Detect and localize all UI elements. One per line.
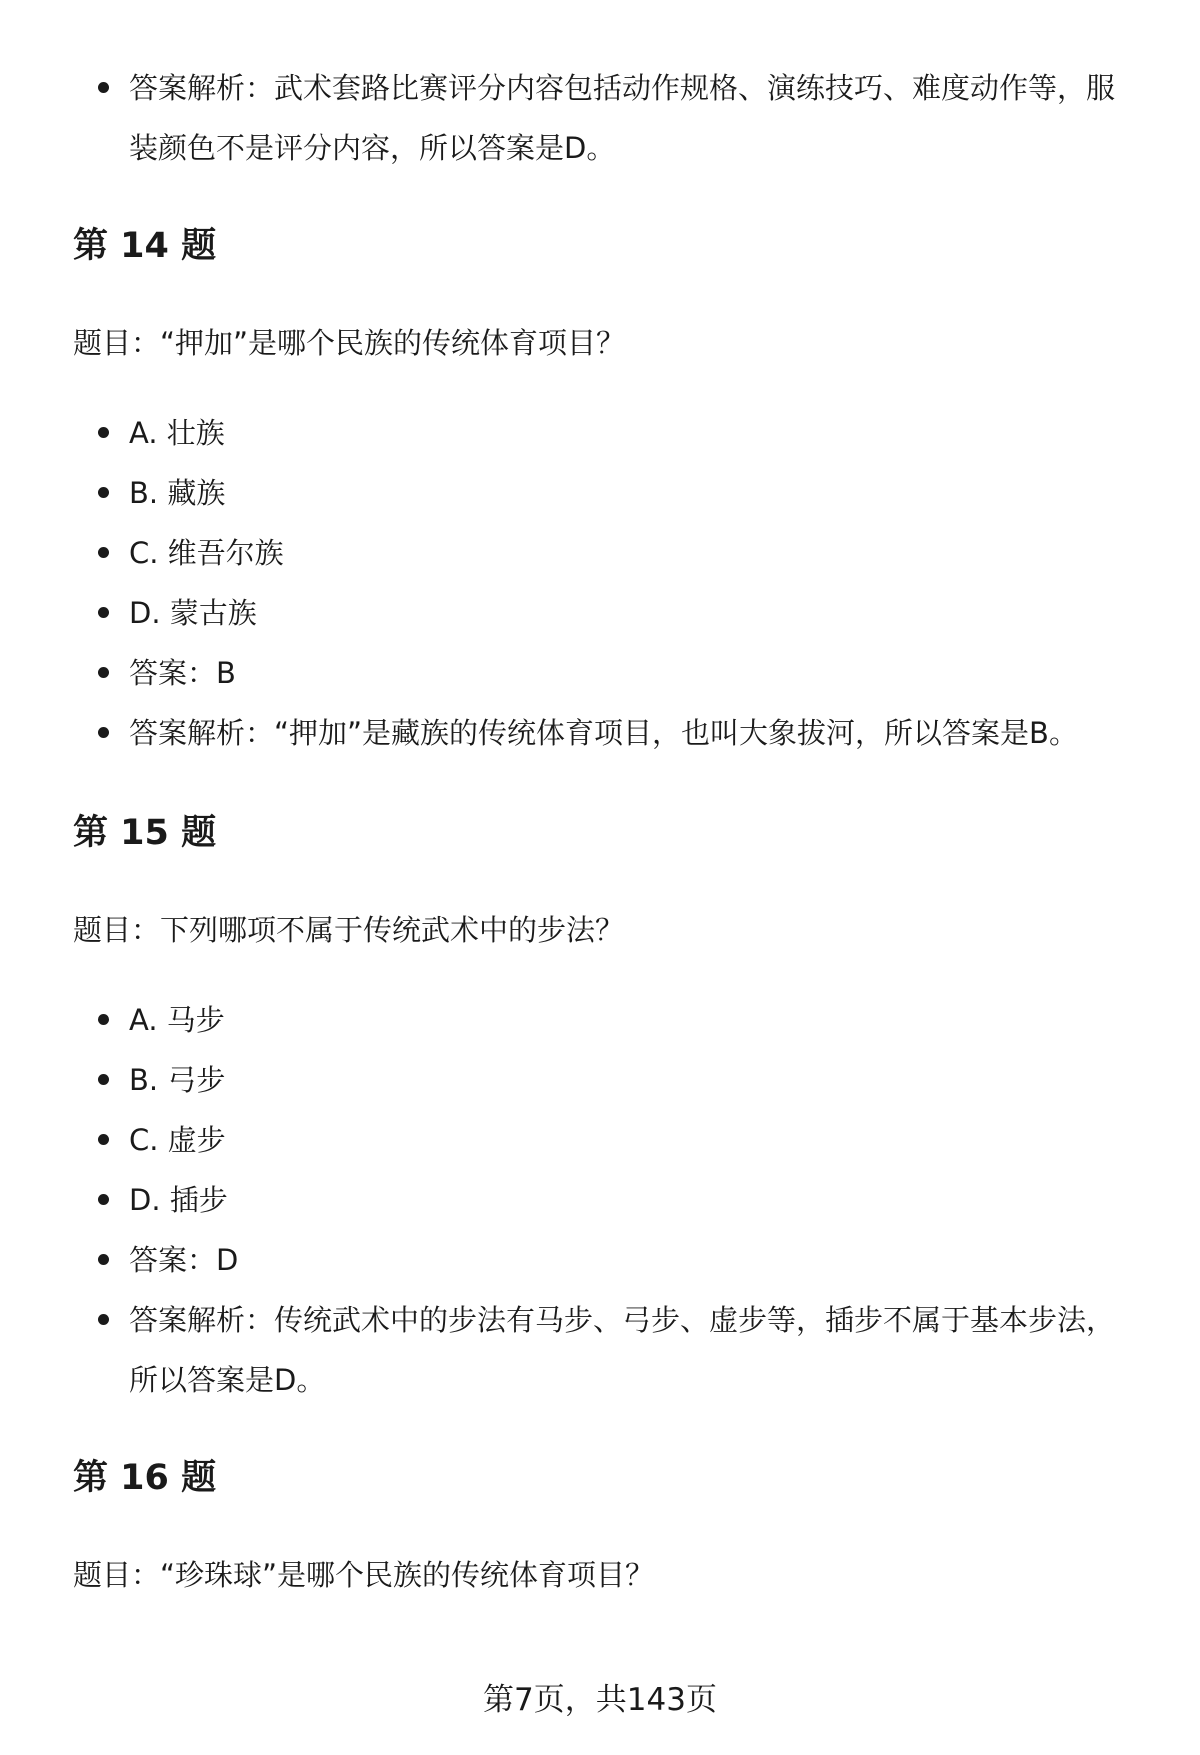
q14-option-d: D. 蒙古族 (73, 583, 1140, 643)
q13-continuation (73, 58, 1140, 178)
q15-answer: 答案：D (73, 1230, 1140, 1290)
q15-option-b: B. 弓步 (73, 1050, 1140, 1110)
q14-question: 题目：“押加”是哪个民族的传统体育项目？ (73, 326, 626, 360)
q15-option-c: C. 虚步 (73, 1110, 1140, 1170)
q15-explanation: 答案解析：传统武术中的步法有马步、弓步、虚步等，插步不属于基本步法，所以答案是D。 (73, 1290, 1140, 1410)
q14-list (73, 403, 1140, 763)
q16-heading: 第 16 题 (73, 1458, 217, 1498)
q16-question: 题目：“珍珠球”是哪个民族的传统体育项目？ (73, 1558, 655, 1592)
q14-option-c: C. 维吾尔族 (73, 523, 1140, 583)
q13-explanation: 答案解析：武术套路比赛评分内容包括动作规格、演练技巧、难度动作等，服装颜色不是评分内容，所以答案是D。 (73, 58, 1140, 178)
q14-explanation: 答案解析：“押加”是藏族的传统体育项目，也叫大象拔河，所以答案是B。 (73, 703, 1140, 763)
q15-heading: 第 15 题 (73, 813, 217, 853)
q14-option-a: A. 壮族 (73, 403, 1140, 463)
q14-heading: 第 14 题 (73, 226, 217, 266)
q14-answer: 答案：B (73, 643, 1140, 703)
q15-option-d: D. 插步 (73, 1170, 1140, 1230)
q15-list (73, 990, 1140, 1410)
page-number: 第7页，共143页 (483, 1682, 717, 1718)
q14-option-b: B. 藏族 (73, 463, 1140, 523)
q15-question: 题目：下列哪项不属于传统武术中的步法？ (73, 913, 625, 947)
q15-option-a: A. 马步 (73, 990, 1140, 1050)
